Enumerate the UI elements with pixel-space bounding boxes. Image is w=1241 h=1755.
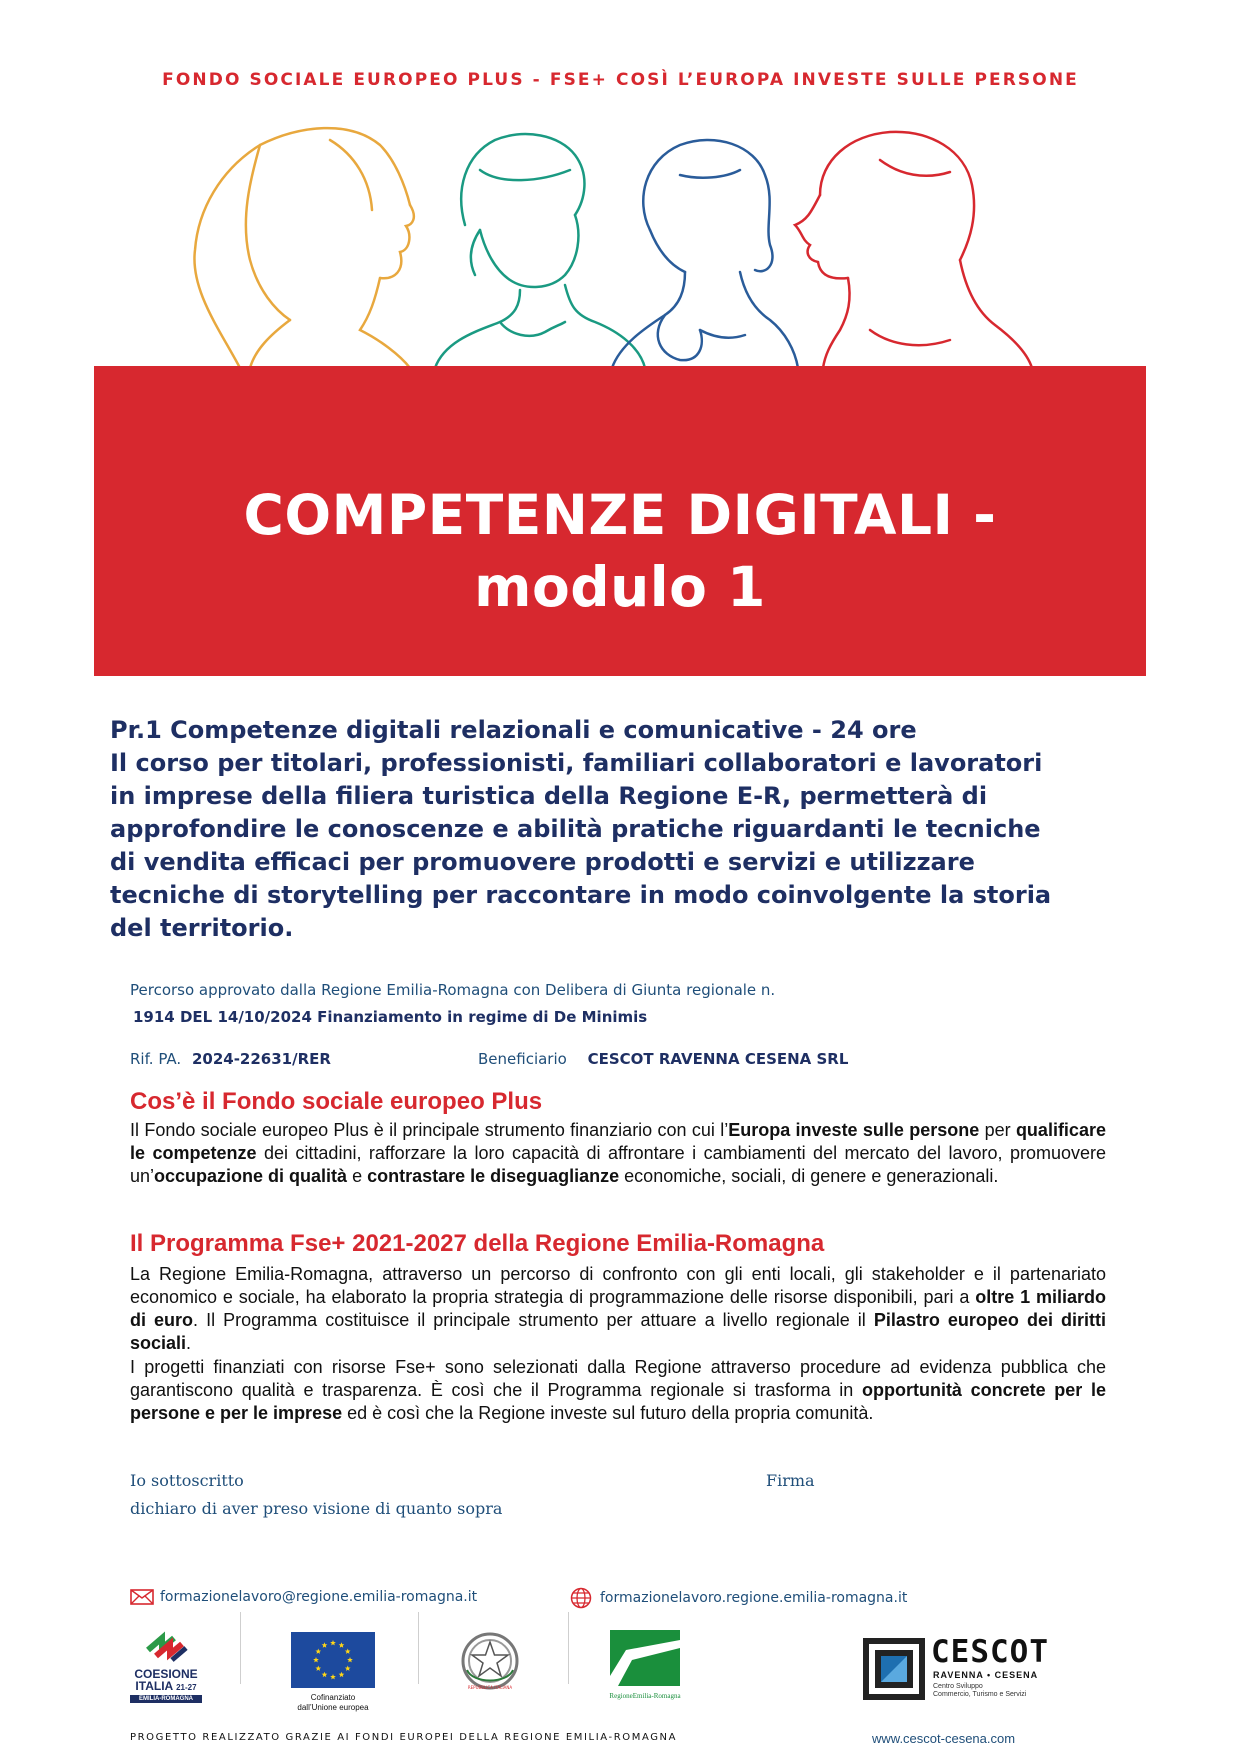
text-run: La Regione Emilia-Romagna, attraverso un percorso di confronto con gli enti locali, gli stakeholder e il partenariato economico e sociale, ha elaborato la propria strategia di programmazione delle risorse disponibili, pari a	[130, 1264, 1106, 1307]
intro-line: di vendita efficaci per promuovere prodotti e servizi e utilizzare	[110, 848, 975, 876]
title-banner	[94, 366, 1146, 676]
eu-line2: dall’Unione europea	[297, 1703, 369, 1712]
text-run-bold: qualificare le competenze	[130, 1120, 1106, 1163]
logo-divider	[568, 1612, 569, 1684]
cescot-name: CESCOT	[931, 1634, 1049, 1670]
signature-label-1: Io sottoscritto	[130, 1471, 244, 1490]
cescot-desc1: Centro Sviluppo	[933, 1683, 983, 1690]
regione-er-mark-icon	[610, 1630, 680, 1686]
beneficiario	[478, 1050, 848, 1068]
regione-emilia-romagna-logo	[609, 1630, 681, 1700]
text-run-bold: Pilastro europeo dei diritti sociali	[130, 1310, 1106, 1353]
italian-emblem-icon	[459, 1630, 521, 1692]
signature-label-2: dichiaro di aver preso visione di quanto sopra	[130, 1499, 503, 1518]
cescot-desc	[933, 1683, 1026, 1699]
banner-title-line2: modulo 1	[474, 555, 766, 619]
person-orange-figure	[194, 128, 413, 368]
text-run: I progetti finanziati con risorse Fse+ sono selezionati dalla Regione attraverso procedure ad evidenza pubblica che garantiscono qualità e trasparenza. È così che il Programma regionale si trasforma in	[130, 1357, 1106, 1400]
rif-value: 2024-22631/RER	[191, 1050, 331, 1068]
intro-line: Pr.1 Competenze digitali relazionali e comunicative - 24 ore	[110, 716, 917, 744]
section2-paragraph1	[130, 1263, 1106, 1355]
logo-divider	[418, 1612, 419, 1684]
emblem-label: REPUBBLICA ITALIANA	[467, 1685, 513, 1690]
cescot-desc2: Commercio, Turismo e Servizi	[933, 1691, 1027, 1698]
coesione-line1: COESIONE	[134, 1667, 198, 1681]
beneficiario-label: Beneficiario	[478, 1050, 567, 1068]
eu-cofunded-logo	[283, 1632, 383, 1713]
intro-line: approfondire le conoscenze e abilità pratiche riguardanti le tecniche	[110, 815, 1041, 843]
intro-line: tecniche di storytelling per raccontare in modo coinvolgente la storia	[110, 881, 1052, 909]
section2-paragraph2	[130, 1356, 1106, 1425]
firma-label: Firma	[766, 1471, 815, 1490]
people-illustration	[180, 100, 1060, 370]
header-tagline: FONDO SOCIALE EUROPEO PLUS - FSE+ COSÌ L’EUROPA INVESTE SULLE PERSONE	[162, 70, 1079, 90]
text-run: dei cittadini, rafforzare la loro capacità di affrontare i cambiamenti del mercato del lavoro, promuovere un’	[130, 1143, 1106, 1186]
intro-line: Il corso per titolari, professionisti, familiari collaboratori e lavoratori	[110, 749, 1043, 777]
text-run: ed è così che la Regione investe sul futuro della propria comunità.	[342, 1403, 874, 1423]
footer-website[interactable]: www.cescot-cesena.com	[872, 1731, 1016, 1746]
approval-line1: Percorso approvato dalla Regione Emilia-Romagna con Delibera di Giunta regionale n.	[130, 981, 776, 999]
cescot-sub: RAVENNA • CESENA	[933, 1670, 1039, 1680]
banner-title-line1: COMPETENZE DIGITALI -	[243, 483, 997, 547]
course-intro	[110, 714, 1120, 945]
text-run: economiche, sociali, di genere e generazionali.	[619, 1166, 999, 1186]
email-link[interactable]: formazionelavoro@regione.emilia-romagna.it	[160, 1589, 478, 1605]
eu-line1: Cofinanziato	[310, 1693, 356, 1702]
mail-icon	[130, 1589, 154, 1605]
beneficiario-value: CESCOT RAVENNA CESENA SRL	[587, 1050, 849, 1068]
coesione-mark-icon	[142, 1630, 190, 1664]
web-contact[interactable]	[570, 1587, 907, 1609]
rif-label: Rif. PA.	[130, 1050, 182, 1068]
logo-divider	[240, 1612, 241, 1684]
text-run: per	[979, 1120, 1016, 1140]
text-run: . Il Programma costituisce il principale strumento per attuare a livello regionale il	[193, 1310, 874, 1330]
section1-paragraph	[130, 1119, 1106, 1188]
approval-line2: 1914 DEL 14/10/2024 Finanziamento in regime di De Minimis	[133, 1008, 648, 1026]
footer-project-note: PROGETTO REALIZZATO GRAZIE AI FONDI EUROPEI DELLA REGIONE EMILIA-ROMAGNA	[130, 1732, 678, 1743]
intro-line: del territorio.	[110, 914, 294, 942]
text-run-bold: Europa investe sulle persone	[728, 1120, 980, 1140]
section1-title: Cos’è il Fondo sociale europeo Plus	[130, 1088, 543, 1115]
repubblica-italiana-logo	[458, 1630, 522, 1696]
coesione-years: 21-27	[176, 1683, 197, 1692]
globe-icon	[570, 1587, 592, 1609]
rif-pa	[130, 1050, 331, 1068]
eu-flag-icon	[291, 1632, 375, 1688]
email-contact[interactable]	[130, 1589, 477, 1605]
coesione-region: EMILIA-ROMAGNA	[130, 1695, 202, 1703]
text-run-bold: oltre 1 miliardo di euro	[130, 1287, 1106, 1330]
coesione-italia-logo	[130, 1630, 202, 1703]
section2-title: Il Programma Fse+ 2021-2027 della Regione Emilia-Romagna	[130, 1230, 825, 1257]
text-run: e	[347, 1166, 368, 1186]
person-blue-figure	[612, 140, 798, 368]
text-run: Il Fondo sociale europeo Plus è il principale strumento finanziario con cui l’	[130, 1120, 729, 1140]
text-run-bold: opportunità concrete per le persone e per le imprese	[130, 1380, 1106, 1423]
cescot-mark-icon	[863, 1638, 925, 1700]
person-red-figure	[795, 132, 1032, 368]
person-teal-figure	[435, 134, 645, 368]
text-run: .	[186, 1333, 192, 1353]
web-link[interactable]: formazionelavoro.regione.emilia-romagna.it	[600, 1590, 908, 1606]
coesione-line2: ITALIA	[135, 1679, 173, 1693]
regione-label: RegioneEmilia-Romagna	[609, 1692, 681, 1700]
coesione-line2-wrap	[130, 1680, 202, 1694]
text-run-bold: occupazione di qualità	[154, 1166, 348, 1186]
text-run-bold: contrastare le diseguaglianze	[367, 1166, 620, 1186]
intro-line: in imprese della filiera turistica della Regione E-R, permetterà di	[110, 782, 988, 810]
